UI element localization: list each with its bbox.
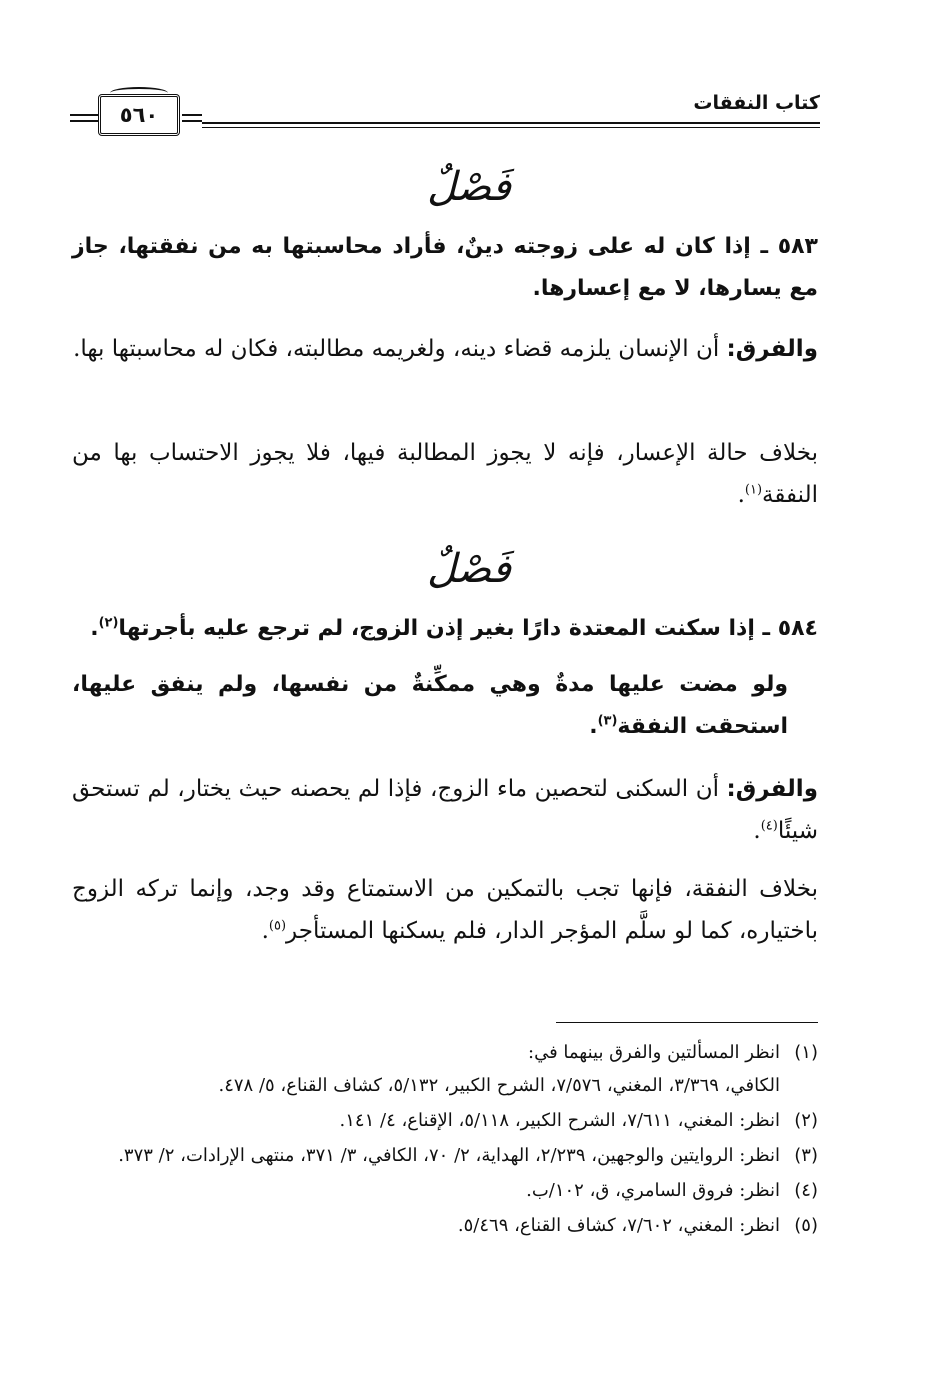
footnote-item: (١) انظر المسألتين والفرق بينهما في: الكافي، ٣/٣٦٩، المغني، ٧/٥٧٦، الشرح الكبير، ٥/١٣٢، كشاف القناع، ٥/ ٤٧٨.	[218, 1042, 818, 1096]
footnote-ref[interactable]: (٣)	[597, 713, 618, 729]
footnote-item: (٤) انظر: فروق السامري، ق، ١٠٢/ب.	[526, 1180, 818, 1201]
issue-584: ٥٨٤ ـ إذا سكنت المعتدة دارًا بغير إذن الزوج، لم ترجع عليه بأجرتها$^{(٢)}$.	[90, 615, 818, 641]
page-number-frame	[70, 94, 202, 138]
footnote-ref[interactable]: (٥)	[268, 918, 287, 934]
footnote-item: (٢) انظر: المغني، ٧/٦١١، الشرح الكبير، ٥/١١٨، الإقناع، ٤/ ١٤١.	[339, 1110, 818, 1131]
issue-583: ٥٨٣ ـ إذا كان له على زوجته دينٌ، فأراد محاسبتها به من نفقتها، جاز مع يسارها، لا مع إعسارها.	[72, 234, 818, 301]
footnote-item: (٣) انظر: الروايتين والوجهين، ٢/٢٣٩، الهداية، ٢/ ٧٠، الكافي، ٣/ ٣٧١، منتهى الإرادات، ٢/ ٣٧٣.	[118, 1145, 818, 1166]
issue-584-cont: ولو مضت عليها مدةٌ وهي ممكِّنةٌ من نفسها، ولم ينفق عليها، استحقت النفقة$^{(٣)}$.	[72, 672, 788, 739]
section-ornament: فَصْلٌ	[426, 164, 512, 210]
diff-583: والفرق: أن الإنسان يلزمه قضاء دينه، ولغريمه مطالبته، فكان له محاسبتها بها.	[73, 336, 818, 362]
footnotes	[72, 1036, 818, 1244]
footnote-item: (٥) انظر: المغني، ٧/٦٠٢، كشاف القناع، ٥/٤٦٩.	[457, 1215, 818, 1236]
book-title: كتاب النفقات	[693, 92, 820, 114]
diff-label: والفرق:	[726, 336, 818, 362]
page-number: ٥٦٠	[119, 103, 159, 127]
footnote-ref[interactable]: (٢)	[98, 615, 119, 631]
diff-label: والفرق:	[726, 776, 818, 802]
footnote-rule	[556, 1022, 818, 1023]
running-header	[70, 86, 820, 142]
footnote-ref[interactable]: (١)	[744, 482, 763, 498]
diff-584: والفرق: أن السكنى لتحصين ماء الزوج، فإذا لم يحصنه حيث يختار، لم تستحق شيئًا$^{(٤)}$.	[72, 776, 818, 844]
contrast-584: بخلاف النفقة، فإنها تجب بالتمكين من الاستمتاع وقد وجد، وإنما تركه الزوج باختياره، كما لو سلَّم المؤجر الدار، فلم يسكنها المستأجر$^{(٥)}$.	[72, 876, 818, 944]
footnote-ref[interactable]: (٤)	[760, 818, 778, 834]
contrast-583: بخلاف حالة الإعسار، فإنه لا يجوز المطالبة فيها، فلا يجوز الاحتساب بها من النفقة$^{(١)}$.	[72, 440, 818, 508]
section-ornament: فَصْلٌ	[426, 546, 512, 592]
